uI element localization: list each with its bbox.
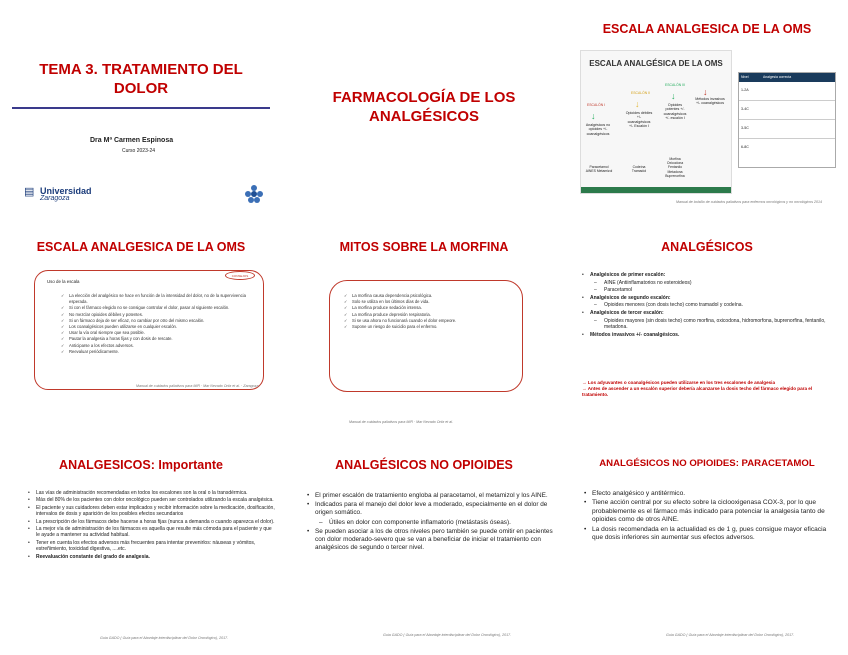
list-item: – Paracetamol [582, 287, 842, 294]
myth-item: ✓ Solo se utiliza en los últimos días de vida. [344, 299, 514, 305]
list-item [28, 554, 276, 560]
usage-box-title: Uso de la escala [47, 279, 80, 284]
level-4-label: Métodos invasivos +/- coanalgésicos. [590, 331, 680, 338]
note-2: Antes de ascender a un escalón superior debería alcanzarse la dosis techo del fármaco elegido para el tratamiento. [582, 386, 813, 397]
paracetamol-list [584, 490, 836, 543]
slide-1-heading [0, 60, 282, 98]
arrow-step-3: ↓ [671, 91, 676, 101]
myths-box [329, 280, 523, 392]
oms-diagram [580, 50, 732, 194]
university-sub: Zaragoza [40, 195, 70, 202]
table-row [739, 82, 835, 101]
note-coanalgesicos: → Los adyuvantes o coanalgésicos pueden utilizarse en los tres escalones de analgesia [582, 380, 776, 385]
level-1-label: Analgésicos de primer escalón: [590, 272, 666, 278]
analgesicos-list [582, 272, 842, 339]
list-item [582, 295, 842, 302]
level-3-label: Analgésicos de tercer escalón: [590, 309, 664, 316]
usage-item: ✓ La elección del analgésico se hace en función de la intensidad del dolor, no de la supervivencia esperada. [61, 293, 257, 305]
list-item: • Más del 80% de los pacientes con dolor oncológico pueden ser controlados utilizando la escala analgésica. [28, 497, 276, 503]
reevaluacion-text: Reevaluación constante del grado de analgesia. [36, 553, 150, 560]
table-cell: 6-8C [741, 145, 749, 149]
table-header-col-1: Nivel [741, 75, 749, 79]
note-dosis-techo: → Antes de ascender a un escalón superior debería alcanzarse la dosis techo del fármaco elegido para el tratamiento. [582, 386, 813, 397]
table-header [739, 73, 835, 82]
table-cell: 3-5C [741, 126, 749, 130]
list-item [582, 310, 842, 317]
list-item: • La dosis recomendada en la actualidad es de 1 g, pues consigue mayor eficacia que dosis inferiores sin aumentar sus efectos adversos. [584, 526, 836, 543]
list-item: • Indicados para el manejo del dolor leve a moderado, especialmente en el dolor de origen somático. [307, 501, 557, 517]
list-item: • La prescripción de los fármacos debe hacerse a horas fijas (nunca a demanda o cuando aparezca el dolor). [28, 519, 276, 525]
slide-7-heading: ANALGESICOS: Importante [59, 458, 223, 472]
myth-item: ✓ La morfina causa dependencia psicológica. [344, 293, 514, 299]
step-1-drugs: Paracetamol AINES Metamizol [585, 165, 613, 174]
slide-3-heading: ESCALA ANALGESICA DE LA OMS [602, 22, 812, 36]
slide-6-heading: ANALGÉSICOS [661, 240, 753, 254]
importante-list [28, 490, 276, 561]
table-row [739, 120, 835, 139]
slide-8-no-opioides[interactable] [283, 436, 565, 654]
step-2-box: Opioides débiles +/- coanalgésicos +/- Escalón I [625, 111, 653, 129]
usage-item: ✓ Reevaluar periódicamente. [61, 349, 257, 355]
slide-3-caption: Manual de bolsillo de cuidados paliativos para enfermos oncológicos y no oncológicos 2014 [676, 200, 823, 204]
list-item: • Tener en cuenta los efectos adversos más frecuentes para intentar prevenirlos: náuseas y vómitos, estreñimiento, toxicidad digestiva, ....etc. [28, 540, 276, 553]
arrow-step-4: ↓ [703, 87, 708, 97]
escalon-1-label: ESCALÓN I [587, 103, 606, 107]
step-3-drugs: Morfina Oxicodona Fentanilo Metadona Buprenorfina [665, 157, 685, 178]
list-item: • Tiene acción central por su efecto sobre la ciclooxigenasa COX-3, por lo que probablemente es el fármaco más indicado para potenciar la analgesia tanto de opioides como de otros AINE. [584, 499, 836, 524]
usage-item: ✓ Si con el fármaco elegido no se consigue controlar el dolor, pasar al siguiente escalón. [61, 305, 257, 311]
title-line-2: DOLOR [113, 80, 169, 97]
list-item: • Las vías de administración recomendadas en todos los escalones son la oral o la transdérmica. [28, 490, 276, 496]
slide-4-caption: Manual de cuidados paliativos para MIR · Mar Nevado Ortiz et al. · Zaragoza [136, 384, 259, 388]
myth-item: ✓ La morfina produce depresión respiratoria. [344, 312, 514, 318]
slide-5-caption: Manual de cuidados paliativos para MIR · Mar Nevado Ortiz et al. [349, 420, 454, 424]
title-line-1: TEMA 3. TRATAMIENTO DEL [39, 61, 243, 78]
list-item [582, 332, 842, 339]
myth-item: ✓ La morfina produce sedación intensa. [344, 305, 514, 311]
myth-item: ✓ Supone un riesgo de suicidio para el enfermo. [344, 324, 514, 330]
crest-icon [243, 183, 265, 205]
slide-5-heading: MITOS SOBRE LA MORFINA [339, 240, 509, 254]
slide-7-importante[interactable] [0, 436, 282, 654]
slide-5-morfina-myths[interactable] [283, 218, 565, 436]
title-line-2: ANALGÉSICOS [368, 108, 479, 125]
consejos-bubble: CONSEJOS [225, 271, 255, 280]
usage-list [61, 293, 257, 355]
list-item: • El paciente y sus cuidadores deben estar implicados y recibir información sobre la medicación, dosificación, intervalos de dosis y aparición de los posibles efectos secundarios [28, 505, 276, 518]
slide-3-oms-scale[interactable] [566, 0, 848, 218]
usage-item: ✓ Usar la vía oral siempre que sea posible. [61, 330, 257, 336]
author: Dra Mª Carmen Espinosa [90, 137, 174, 144]
list-item [582, 272, 842, 279]
slide-9-caption: Guía GADO ( Guía para el Abordaje interdisciplinar del Dolor Oncológico), 2017. [666, 633, 795, 637]
slide-4-oms-usage[interactable] [0, 218, 282, 436]
table-cell: 1-2A [741, 88, 749, 92]
usage-item: ✓ Pautar la analgesia a horas fijas y con dosis de rescate. [61, 336, 257, 342]
slide-7-caption: Guía GADO ( Guía para el Abordaje interdisciplinar del Dolor Oncológico), 2017. [100, 636, 229, 640]
slide-2-section[interactable] [283, 0, 565, 218]
list-item: • El primer escalón de tratamiento engloba al paracetamol, el metamizol y los AINE. [307, 492, 557, 500]
list-item: • La mejor vía de administración de los fármacos es aquella que resulte más cómoda para el paciente y que le ayude a mantener su actividad habitual. [28, 526, 276, 539]
usage-item: ✓ No mezclar opioides débiles y potentes. [61, 312, 257, 318]
list-item: – AINE (Antiinflamatorios no esteroideos) [582, 280, 842, 287]
escalon-3-label: ESCALÓN III [665, 83, 685, 87]
usage-box [34, 270, 264, 390]
step-3-box: Opioides potentes +/- coanalgésicos +/- escalón I [663, 103, 687, 121]
step-stair [581, 187, 731, 193]
slide-4-heading: ESCALA ANALGESICA DE LA OMS [36, 240, 246, 254]
list-item: • Se pueden asociar a los de otros niveles pero también se puede omitir en pacientes con dolor moderado-severo que se van a beneficiar de iniciar el tratamiento con analgésicos de segundo o tercer nivel. [307, 528, 557, 553]
myths-list [344, 293, 514, 330]
diagram-title: ESCALA ANALGÉSICA DE LA OMS [589, 59, 723, 68]
slide-8-heading: ANALGÉSICOS NO OPIOIDES [335, 458, 513, 472]
usage-item: ✓ Anticiparse a los efectos adversos. [61, 343, 257, 349]
slide-1-title[interactable] [0, 0, 282, 218]
usage-item: ✓ Los coanalgésicos pueden utilizarse en cualquier escalón. [61, 324, 257, 330]
table-row [739, 101, 835, 120]
table-header-col-2: Analgesia correcta [763, 75, 792, 79]
usage-item: ✓ Si un fármaco deja de ser eficaz, no cambiar por otro del mismo escalón. [61, 318, 257, 324]
slide-8-caption: Guía GADO ( Guía para el Abordaje interdisciplinar del Dolor Oncológico), 2017. [383, 633, 512, 637]
step-4-box: Métodos invasivos +/- coanalgésicos [695, 97, 725, 106]
title-line-1: FARMACOLOGÍA DE LOS [332, 89, 516, 106]
no-opioides-list [307, 492, 557, 553]
slide-2-heading [283, 88, 565, 126]
list-item: – Útiles en dolor con componente inflamatorio (metástasis óseas). [307, 519, 557, 527]
university-name: Universidad [40, 186, 92, 196]
university-logo-icon: ▤ [24, 186, 35, 198]
myth-item: ✓ Si se usa ahora no funcionará cuando el dolor empeore. [344, 318, 514, 324]
level-2-label: Analgésicos de segundo escalón: [590, 294, 671, 301]
note-1: Los adyuvantes o coanalgésicos pueden utilizarse en los tres escalones de analgesia [587, 380, 776, 385]
arrow-step-1: ↓ [591, 111, 596, 121]
slide-9-paracetamol[interactable] [566, 436, 848, 654]
course: Curso 2023-24 [122, 148, 156, 154]
slide-9-heading: ANALGÉSICOS NO OPIOIDES: PARACETAMOL [599, 458, 815, 469]
list-item: – Opioides mayores (sin dosis techo) como morfina, oxicodona, hidromorfona, buprenorfina, fentanilo, metadona. [582, 318, 842, 331]
scale-table [738, 72, 836, 168]
title-underline [12, 107, 270, 109]
table-row [739, 139, 835, 158]
slide-6-analgesicos[interactable] [566, 218, 848, 436]
step-2-drugs: Codeína Tramadol [631, 165, 647, 174]
list-item: – Opioides menores (con dosis techo) como tramadol y codeína. [582, 302, 842, 309]
step-1-box: Analgésicos no opioides +/- coanalgésicos [585, 123, 611, 136]
arrow-step-2: ↓ [635, 99, 640, 109]
table-cell: 3-4C [741, 107, 749, 111]
escalon-2-label: ESCALÓN II [631, 91, 651, 95]
list-item: • Efecto analgésico y antitérmico. [584, 490, 836, 498]
